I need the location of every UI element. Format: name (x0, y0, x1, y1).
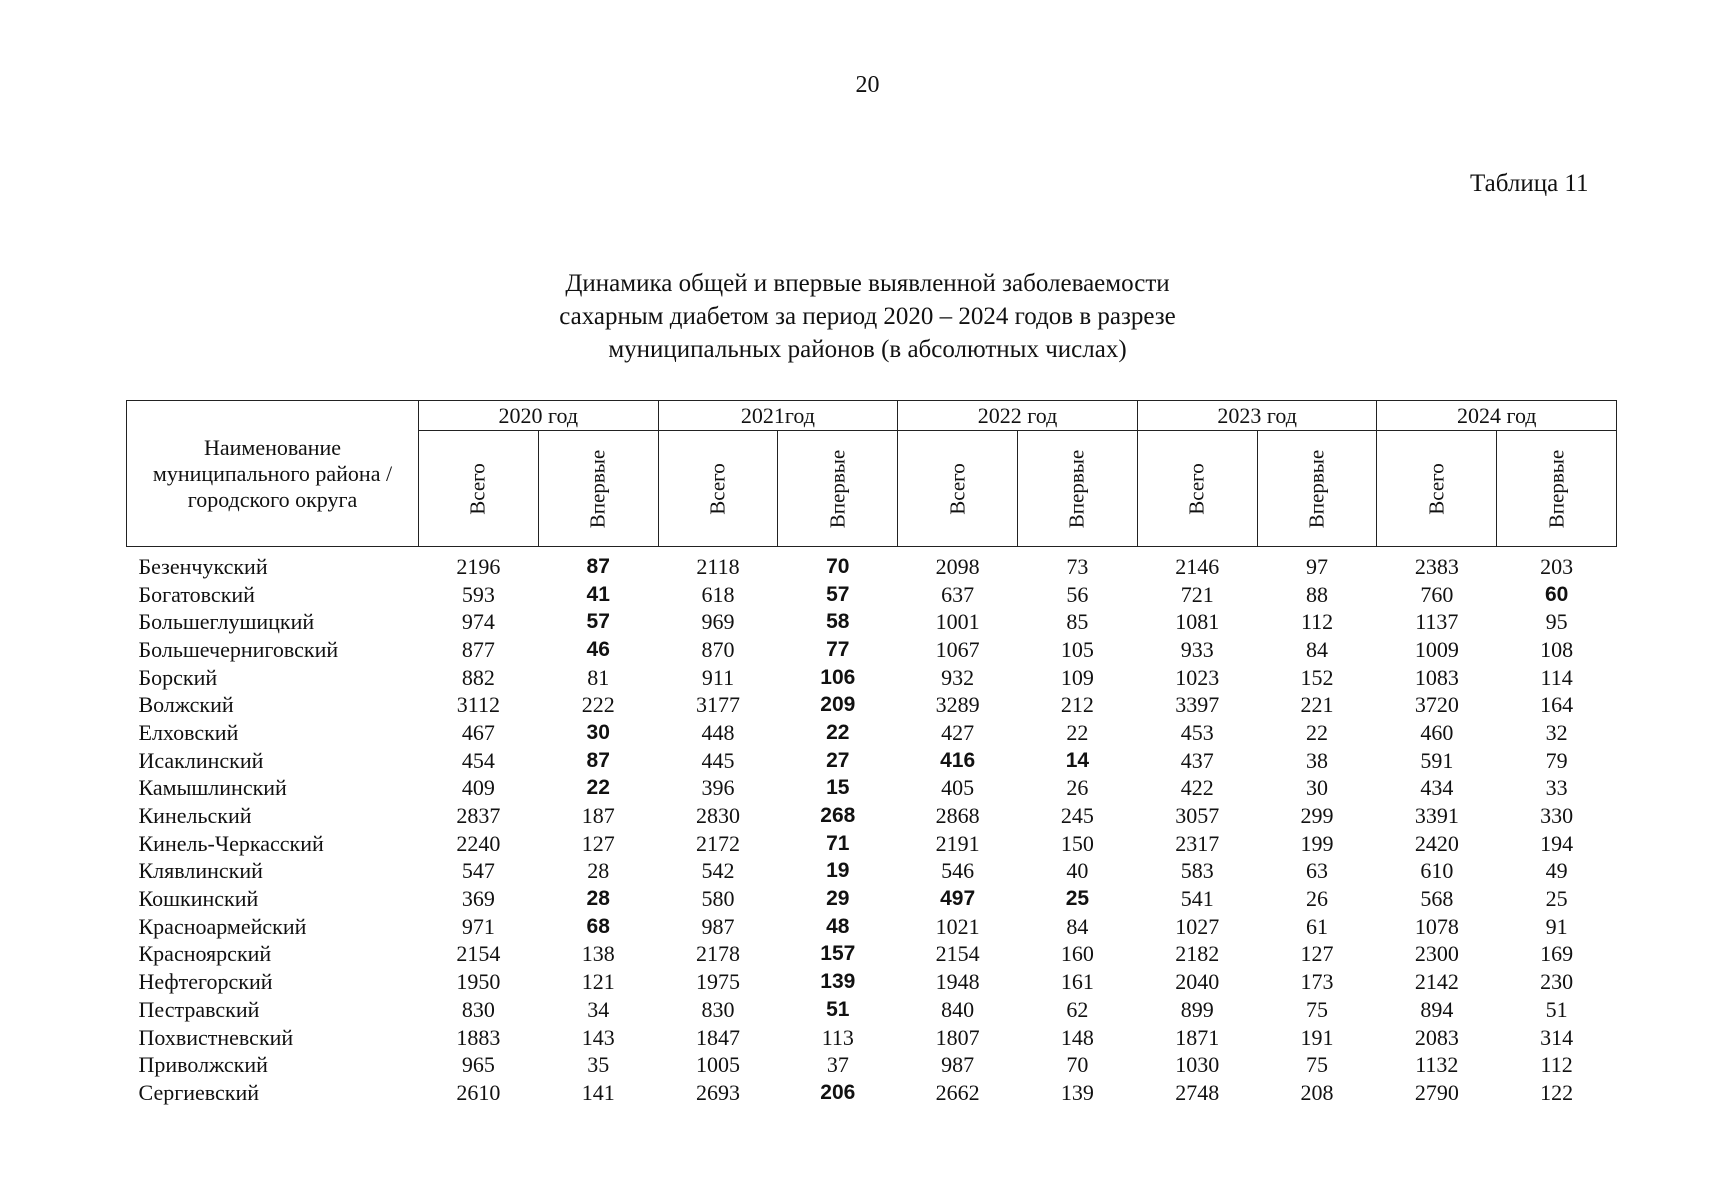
total-cell: 2083 (1414, 1024, 1459, 1050)
table-row (127, 691, 1617, 719)
total-cell: 2191 (935, 830, 980, 856)
table-row (127, 858, 1617, 886)
total-cell: 427 (941, 719, 975, 745)
first-detected-cell: 57 (586, 610, 610, 634)
first-detected-cell: 25 (1545, 886, 1568, 912)
first-detected-cell: 70 (826, 554, 850, 578)
subheader-total-label: Всего (945, 462, 970, 515)
total-cell: 454 (461, 747, 495, 773)
table-row (127, 802, 1617, 830)
first-detected-cell: 75 (1306, 996, 1329, 1022)
first-detected-cell: 58 (826, 610, 850, 634)
total-cell: 416 (940, 748, 976, 772)
total-cell: 637 (941, 581, 975, 607)
first-detected-cell: 139 (1060, 1079, 1094, 1105)
subheader-first (1257, 431, 1377, 547)
total-cell: 969 (701, 609, 735, 635)
table-row (127, 775, 1617, 803)
subheader-total-label: Всего (1424, 462, 1449, 515)
first-detected-cell: 141 (581, 1079, 615, 1105)
first-detected-cell: 97 (1306, 553, 1329, 579)
first-detected-cell: 221 (1300, 692, 1334, 718)
subheader-first (778, 431, 898, 547)
total-cell: 1023 (1175, 664, 1220, 690)
first-detected-cell: 37 (826, 1052, 849, 1078)
first-detected-cell: 330 (1540, 803, 1574, 829)
page-number: 20 (855, 72, 880, 98)
first-detected-cell: 314 (1540, 1024, 1574, 1050)
table-label: Таблица 11 (1470, 170, 1589, 197)
first-detected-cell: 106 (820, 665, 856, 689)
total-cell: 1027 (1175, 913, 1220, 939)
first-detected-cell: 79 (1545, 747, 1568, 773)
first-detected-cell: 19 (826, 859, 850, 883)
first-detected-cell: 105 (1060, 636, 1094, 662)
total-cell: 974 (461, 609, 495, 635)
total-cell: 932 (941, 664, 975, 690)
first-detected-cell: 230 (1540, 969, 1574, 995)
total-cell: 434 (1420, 775, 1454, 801)
total-cell: 396 (701, 775, 735, 801)
total-cell: 1807 (935, 1024, 980, 1050)
total-cell: 2040 (1175, 969, 1220, 995)
first-detected-cell: 70 (1066, 1052, 1089, 1078)
total-cell: 1847 (696, 1024, 740, 1050)
first-detected-cell: 114 (1540, 664, 1573, 690)
first-detected-cell: 26 (1306, 886, 1329, 912)
total-cell: 894 (1420, 996, 1454, 1022)
district-name: Похвистневский (138, 1024, 294, 1050)
total-cell: 591 (1420, 747, 1454, 773)
total-cell: 497 (940, 887, 976, 911)
first-detected-cell: 77 (826, 637, 850, 661)
first-detected-cell: 173 (1300, 969, 1334, 995)
first-detected-cell: 169 (1540, 941, 1574, 967)
total-cell: 1001 (935, 609, 980, 635)
subheader-first-label: Впервые (1064, 449, 1089, 528)
table-row (127, 1024, 1617, 1052)
total-cell: 2118 (696, 553, 740, 579)
subheader-total (898, 431, 1018, 547)
table-body (127, 547, 1617, 1107)
total-cell: 409 (461, 775, 495, 801)
first-detected-cell: 127 (581, 830, 615, 856)
year-header-2021: 2021год (658, 401, 898, 431)
district-name: Нефтегорский (138, 969, 273, 995)
total-cell: 445 (701, 747, 735, 773)
table-row (127, 547, 1617, 581)
total-cell: 2154 (935, 941, 980, 967)
table-row (127, 664, 1617, 692)
table-row (127, 968, 1617, 996)
table-row (127, 747, 1617, 775)
subheader-total (419, 431, 539, 547)
total-cell: 1021 (935, 913, 980, 939)
total-cell: 2837 (456, 803, 501, 829)
total-cell: 1975 (696, 969, 740, 995)
district-name: Большеглушицкий (138, 609, 315, 635)
total-cell: 610 (1420, 858, 1454, 884)
total-cell: 2317 (1175, 830, 1220, 856)
total-cell: 987 (701, 913, 735, 939)
first-detected-cell: 112 (1300, 609, 1334, 635)
district-name: Волжский (138, 692, 234, 718)
first-detected-cell: 71 (826, 831, 850, 855)
total-cell: 3397 (1175, 692, 1220, 718)
district-name: Камышлинский (138, 775, 287, 801)
total-cell: 2868 (935, 803, 980, 829)
total-cell: 2610 (456, 1079, 501, 1105)
total-cell: 568 (1420, 886, 1454, 912)
first-detected-cell: 112 (1540, 1052, 1573, 1078)
subheader-first (1018, 431, 1138, 547)
first-detected-cell: 60 (1544, 582, 1569, 606)
total-cell: 3720 (1414, 692, 1459, 718)
table-header (127, 401, 1617, 547)
first-detected-cell: 203 (1540, 553, 1574, 579)
first-detected-cell: 95 (1545, 609, 1568, 635)
header-line: Наименование (203, 434, 342, 460)
total-cell: 3112 (456, 692, 500, 718)
total-cell: 422 (1180, 775, 1214, 801)
year-header-2022: 2022 год (898, 401, 1138, 431)
district-name: Кинель-Черкасский (138, 830, 324, 856)
subheader-total-label: Всего (705, 462, 730, 515)
morbidity-table (126, 400, 1617, 1107)
first-detected-cell: 34 (587, 996, 610, 1022)
first-detected-cell: 150 (1060, 830, 1094, 856)
first-detected-cell: 87 (586, 748, 610, 772)
first-detected-cell: 28 (587, 858, 610, 884)
first-detected-cell: 143 (581, 1024, 615, 1050)
first-detected-cell: 222 (581, 692, 615, 718)
first-detected-cell: 32 (1545, 719, 1568, 745)
first-detected-cell: 48 (826, 914, 850, 938)
first-detected-cell: 30 (586, 720, 610, 744)
total-cell: 2142 (1414, 969, 1459, 995)
total-cell: 593 (461, 581, 495, 607)
total-cell: 1132 (1415, 1052, 1459, 1078)
total-cell: 2748 (1175, 1079, 1220, 1105)
table-row (127, 941, 1617, 969)
total-cell: 1883 (456, 1024, 501, 1050)
first-detected-cell: 73 (1066, 553, 1089, 579)
table-row (127, 608, 1617, 636)
total-cell: 2300 (1414, 941, 1459, 967)
first-detected-cell: 212 (1060, 692, 1094, 718)
subheader-first-label: Впервые (825, 449, 850, 528)
first-detected-cell: 84 (1306, 636, 1329, 662)
first-detected-cell: 160 (1060, 941, 1094, 967)
total-cell: 2098 (935, 553, 980, 579)
total-cell: 1137 (1415, 609, 1459, 635)
total-cell: 546 (941, 858, 975, 884)
title-line: Динамика общей и впервые выявленной заболеваемости (565, 270, 1170, 297)
total-cell: 840 (941, 996, 975, 1022)
total-cell: 877 (461, 636, 495, 662)
first-detected-cell: 161 (1060, 969, 1094, 995)
district-name: Сергиевский (138, 1079, 260, 1105)
first-detected-cell: 127 (1300, 941, 1334, 967)
first-detected-cell: 26 (1066, 775, 1089, 801)
first-detected-cell: 51 (826, 997, 850, 1021)
first-detected-cell: 57 (826, 582, 850, 606)
total-cell: 3289 (935, 692, 980, 718)
first-detected-cell: 194 (1540, 830, 1574, 856)
district-name: Красноармейский (138, 913, 307, 939)
total-cell: 1950 (456, 969, 501, 995)
total-cell: 911 (701, 664, 735, 690)
first-detected-cell: 164 (1540, 692, 1574, 718)
first-detected-cell: 245 (1060, 803, 1094, 829)
total-cell: 2172 (696, 830, 740, 856)
district-name: Борский (138, 664, 218, 690)
subheader-first-label: Впервые (1544, 449, 1569, 528)
total-cell: 547 (461, 858, 495, 884)
first-detected-cell: 122 (1540, 1079, 1574, 1105)
total-cell: 965 (461, 1052, 495, 1078)
first-detected-cell: 49 (1545, 858, 1568, 884)
first-detected-cell: 139 (820, 970, 856, 994)
first-detected-cell: 152 (1300, 664, 1334, 690)
year-header-2024: 2024 год (1377, 401, 1617, 431)
total-cell: 2146 (1175, 553, 1220, 579)
header-line: муниципального района / (152, 460, 393, 486)
total-cell: 933 (1180, 636, 1214, 662)
first-detected-cell: 299 (1300, 803, 1334, 829)
first-detected-cell: 27 (826, 748, 850, 772)
total-cell: 2178 (696, 941, 740, 967)
district-name: Исаклинский (138, 747, 264, 773)
table-row (127, 1079, 1617, 1107)
total-cell: 971 (461, 913, 495, 939)
total-cell: 369 (461, 886, 495, 912)
subheader-total (1377, 431, 1497, 547)
first-detected-cell: 40 (1066, 858, 1089, 884)
first-detected-cell: 38 (1306, 747, 1329, 773)
first-detected-cell: 81 (587, 664, 610, 690)
first-detected-cell: 56 (1066, 581, 1089, 607)
total-cell: 830 (461, 996, 495, 1022)
total-cell: 870 (701, 636, 735, 662)
first-detected-cell: 22 (1306, 719, 1329, 745)
first-detected-cell: 41 (586, 582, 610, 606)
total-cell: 2196 (456, 553, 501, 579)
first-detected-cell: 109 (1060, 664, 1094, 690)
first-detected-cell: 22 (1066, 719, 1089, 745)
total-cell: 3057 (1175, 803, 1220, 829)
total-cell: 1948 (935, 969, 980, 995)
total-cell: 1078 (1414, 913, 1459, 939)
district-name: Клявлинский (138, 858, 263, 884)
total-cell: 987 (941, 1052, 975, 1078)
first-detected-cell: 85 (1066, 609, 1089, 635)
total-cell: 1030 (1175, 1052, 1220, 1078)
first-detected-cell: 46 (586, 637, 610, 661)
subheader-total-label: Всего (1184, 462, 1209, 515)
first-detected-cell: 61 (1306, 913, 1329, 939)
total-cell: 1871 (1175, 1024, 1220, 1050)
first-detected-cell: 157 (820, 942, 856, 966)
first-detected-cell: 108 (1540, 636, 1574, 662)
table-row (127, 636, 1617, 664)
district-name: Приволжский (138, 1052, 268, 1078)
total-cell: 467 (461, 719, 495, 745)
first-detected-cell: 68 (586, 914, 610, 938)
first-detected-cell: 22 (586, 776, 610, 800)
total-cell: 460 (1420, 719, 1454, 745)
total-cell: 899 (1180, 996, 1214, 1022)
title-line: сахарным диабетом за период 2020 – 2024 годов в разрезе (559, 303, 1176, 330)
total-cell: 1081 (1175, 609, 1220, 635)
first-detected-cell: 91 (1545, 913, 1568, 939)
first-detected-cell: 51 (1545, 996, 1568, 1022)
district-name: Пестравский (138, 996, 260, 1022)
first-detected-cell: 30 (1306, 775, 1329, 801)
first-detected-cell: 208 (1300, 1079, 1334, 1105)
district-name: Красноярский (138, 941, 272, 967)
total-cell: 580 (701, 886, 735, 912)
total-cell: 2420 (1414, 830, 1459, 856)
district-name: Большечерниговский (138, 636, 339, 662)
header-line: городского округа (187, 486, 358, 512)
total-cell: 453 (1180, 719, 1214, 745)
first-detected-cell: 15 (826, 776, 850, 800)
subheader-first (538, 431, 658, 547)
total-cell: 3391 (1414, 803, 1459, 829)
district-name: Безенчукский (138, 553, 268, 579)
total-cell: 2662 (935, 1079, 980, 1105)
subheader-first-label: Впервые (1304, 449, 1329, 528)
total-cell: 882 (461, 664, 495, 690)
total-cell: 583 (1180, 858, 1214, 884)
total-cell: 2154 (456, 941, 501, 967)
total-cell: 437 (1180, 747, 1214, 773)
first-detected-cell: 87 (586, 554, 610, 578)
first-detected-cell: 138 (581, 941, 615, 967)
first-detected-cell: 84 (1066, 913, 1089, 939)
subheader-first-label: Впервые (585, 449, 610, 528)
subheader-total (658, 431, 778, 547)
first-detected-cell: 29 (826, 887, 850, 911)
total-cell: 2790 (1414, 1079, 1459, 1105)
table-row (127, 913, 1617, 941)
year-header-2020: 2020 год (419, 401, 659, 431)
total-cell: 1067 (935, 636, 980, 662)
total-cell: 2182 (1175, 941, 1220, 967)
first-detected-cell: 75 (1306, 1052, 1329, 1078)
total-cell: 830 (701, 996, 735, 1022)
district-name: Елховский (138, 719, 239, 745)
total-cell: 2240 (456, 830, 501, 856)
district-column-header (127, 401, 419, 547)
first-detected-cell: 268 (820, 804, 856, 828)
first-detected-cell: 148 (1060, 1024, 1094, 1050)
total-cell: 1009 (1414, 636, 1459, 662)
total-cell: 2693 (696, 1079, 740, 1105)
first-detected-cell: 14 (1065, 748, 1090, 772)
subheader-total (1137, 431, 1257, 547)
first-detected-cell: 62 (1066, 996, 1089, 1022)
total-cell: 760 (1420, 581, 1454, 607)
table-row (127, 830, 1617, 858)
first-detected-cell: 199 (1300, 830, 1334, 856)
table-row (127, 1051, 1617, 1079)
table-row (127, 581, 1617, 609)
first-detected-cell: 209 (820, 693, 856, 717)
title-line: муниципальных районов (в абсолютных числах) (608, 336, 1127, 363)
district-name: Кошкинский (138, 886, 259, 912)
total-cell: 2830 (696, 803, 740, 829)
table-title (0, 267, 1709, 366)
first-detected-cell: 206 (820, 1080, 856, 1104)
subheader-first (1497, 431, 1617, 547)
first-detected-cell: 113 (821, 1024, 854, 1050)
district-name: Богатовский (138, 581, 255, 607)
total-cell: 2383 (1414, 553, 1459, 579)
table-row (127, 885, 1617, 913)
total-cell: 448 (701, 719, 735, 745)
first-detected-cell: 35 (587, 1052, 610, 1078)
first-detected-cell: 187 (581, 803, 615, 829)
first-detected-cell: 25 (1065, 887, 1090, 911)
table-row (127, 719, 1617, 747)
first-detected-cell: 33 (1545, 775, 1568, 801)
total-cell: 1005 (696, 1052, 740, 1078)
table-row (127, 996, 1617, 1024)
first-detected-cell: 88 (1306, 581, 1329, 607)
total-cell: 542 (701, 858, 735, 884)
subheader-total-label: Всего (465, 462, 490, 515)
first-detected-cell: 191 (1300, 1024, 1334, 1050)
district-name: Кинельский (138, 803, 252, 829)
total-cell: 721 (1180, 581, 1214, 607)
first-detected-cell: 121 (581, 969, 615, 995)
total-cell: 405 (941, 775, 975, 801)
total-cell: 1083 (1414, 664, 1459, 690)
total-cell: 3177 (696, 692, 740, 718)
first-detected-cell: 22 (826, 720, 850, 744)
year-header-2023: 2023 год (1137, 401, 1377, 431)
first-detected-cell: 28 (586, 887, 610, 911)
total-cell: 618 (701, 581, 735, 607)
first-detected-cell: 63 (1306, 858, 1329, 884)
total-cell: 541 (1180, 886, 1214, 912)
